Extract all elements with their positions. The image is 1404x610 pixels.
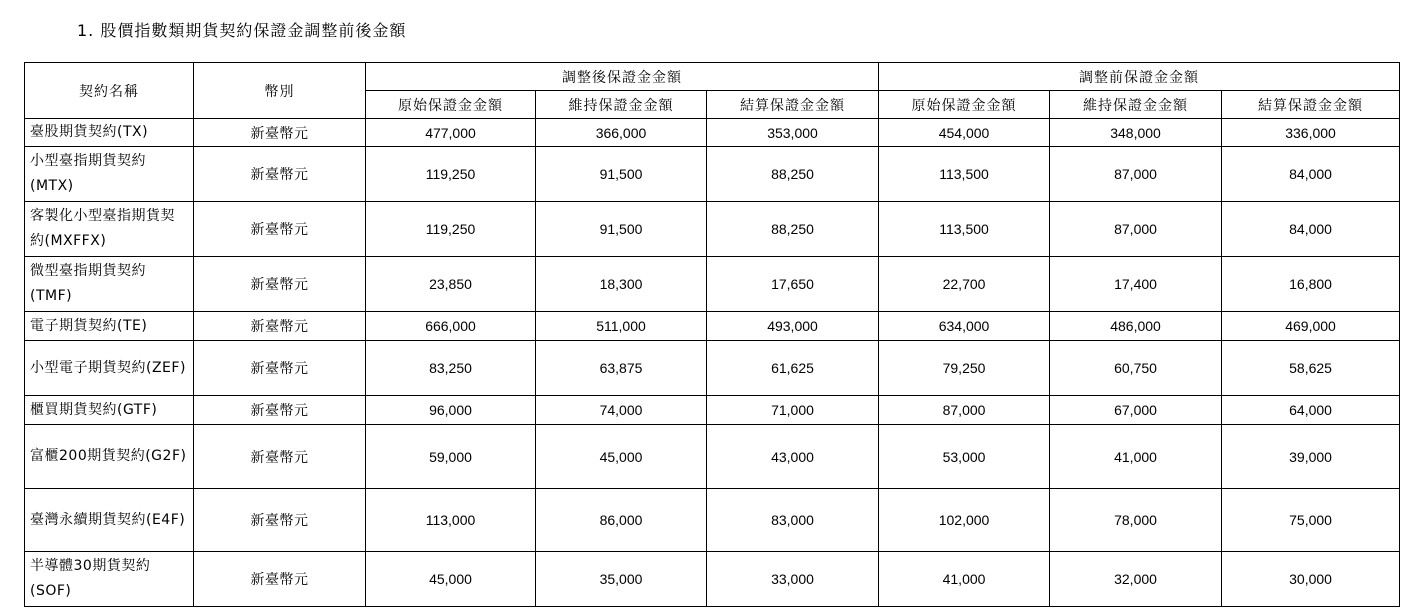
header-before-adjustment: 調整前保證金金額	[879, 63, 1400, 91]
header-before-initial: 原始保證金金額	[879, 91, 1050, 119]
before-clearing-cell: 64,000	[1222, 396, 1400, 425]
before-initial-cell: 87,000	[879, 396, 1050, 425]
before-maintenance-cell: 67,000	[1050, 396, 1222, 425]
after-initial-cell: 113,000	[366, 489, 536, 552]
before-maintenance-cell: 78,000	[1050, 489, 1222, 552]
before-maintenance-cell: 87,000	[1050, 202, 1222, 257]
before-clearing-cell: 84,000	[1222, 147, 1400, 202]
before-initial-cell: 22,700	[879, 257, 1050, 312]
currency-cell: 新臺幣元	[194, 257, 366, 312]
table-row	[25, 489, 1400, 552]
after-clearing-cell: 88,250	[707, 147, 879, 202]
before-initial-cell: 41,000	[879, 552, 1050, 607]
before-initial-cell: 113,500	[879, 202, 1050, 257]
before-maintenance-cell: 87,000	[1050, 147, 1222, 202]
before-maintenance-cell: 60,750	[1050, 341, 1222, 396]
table-row	[25, 202, 1400, 257]
before-clearing-cell: 75,000	[1222, 489, 1400, 552]
margin-table	[24, 62, 1400, 607]
after-maintenance-cell: 35,000	[536, 552, 707, 607]
contract-name-cell: 臺灣永續期貨契約(E4F)	[25, 489, 194, 552]
header-contract-name: 契約名稱	[25, 63, 194, 119]
after-maintenance-cell: 74,000	[536, 396, 707, 425]
before-initial-cell: 454,000	[879, 119, 1050, 147]
after-maintenance-cell: 86,000	[536, 489, 707, 552]
contract-name-cell: 客製化小型臺指期貨契約(MXFFX)	[25, 202, 194, 257]
currency-cell: 新臺幣元	[194, 147, 366, 202]
contract-name-cell: 電子期貨契約(TE)	[25, 312, 194, 341]
before-initial-cell: 79,250	[879, 341, 1050, 396]
after-clearing-cell: 33,000	[707, 552, 879, 607]
before-initial-cell: 634,000	[879, 312, 1050, 341]
after-maintenance-cell: 91,500	[536, 147, 707, 202]
before-maintenance-cell: 348,000	[1050, 119, 1222, 147]
currency-cell: 新臺幣元	[194, 341, 366, 396]
table-row	[25, 147, 1400, 202]
before-maintenance-cell: 32,000	[1050, 552, 1222, 607]
before-clearing-cell: 84,000	[1222, 202, 1400, 257]
after-clearing-cell: 353,000	[707, 119, 879, 147]
after-initial-cell: 23,850	[366, 257, 536, 312]
contract-name-cell: 半導體30期貨契約(SOF)	[25, 552, 194, 607]
after-clearing-cell: 88,250	[707, 202, 879, 257]
before-maintenance-cell: 486,000	[1050, 312, 1222, 341]
currency-cell: 新臺幣元	[194, 119, 366, 147]
header-after-adjustment: 調整後保證金金額	[366, 63, 879, 91]
after-clearing-cell: 43,000	[707, 425, 879, 489]
contract-name-cell: 小型電子期貨契約(ZEF)	[25, 341, 194, 396]
before-initial-cell: 53,000	[879, 425, 1050, 489]
header-currency: 幣別	[194, 63, 366, 119]
after-initial-cell: 83,250	[366, 341, 536, 396]
contract-name-cell: 微型臺指期貨契約(TMF)	[25, 257, 194, 312]
after-clearing-cell: 71,000	[707, 396, 879, 425]
before-clearing-cell: 58,625	[1222, 341, 1400, 396]
before-initial-cell: 102,000	[879, 489, 1050, 552]
before-clearing-cell: 39,000	[1222, 425, 1400, 489]
table-row	[25, 425, 1400, 489]
contract-name-cell: 小型臺指期貨契約(MTX)	[25, 147, 194, 202]
after-initial-cell: 59,000	[366, 425, 536, 489]
contract-name-cell: 富櫃200期貨契約(G2F)	[25, 425, 194, 489]
header-before-clearing: 結算保證金金額	[1222, 91, 1400, 119]
contract-name-cell: 櫃買期貨契約(GTF)	[25, 396, 194, 425]
after-initial-cell: 45,000	[366, 552, 536, 607]
after-clearing-cell: 83,000	[707, 489, 879, 552]
table-row	[25, 396, 1400, 425]
currency-cell: 新臺幣元	[194, 396, 366, 425]
after-maintenance-cell: 366,000	[536, 119, 707, 147]
before-clearing-cell: 336,000	[1222, 119, 1400, 147]
after-maintenance-cell: 45,000	[536, 425, 707, 489]
before-maintenance-cell: 17,400	[1050, 257, 1222, 312]
before-clearing-cell: 469,000	[1222, 312, 1400, 341]
table-row	[25, 341, 1400, 396]
table-row	[25, 312, 1400, 341]
before-clearing-cell: 16,800	[1222, 257, 1400, 312]
after-initial-cell: 477,000	[366, 119, 536, 147]
after-maintenance-cell: 511,000	[536, 312, 707, 341]
currency-cell: 新臺幣元	[194, 552, 366, 607]
table-row	[25, 257, 1400, 312]
after-initial-cell: 666,000	[366, 312, 536, 341]
after-initial-cell: 119,250	[366, 202, 536, 257]
after-clearing-cell: 17,650	[707, 257, 879, 312]
table-row	[25, 119, 1400, 147]
header-after-maintenance: 維持保證金金額	[536, 91, 707, 119]
before-maintenance-cell: 41,000	[1050, 425, 1222, 489]
after-initial-cell: 119,250	[366, 147, 536, 202]
after-maintenance-cell: 63,875	[536, 341, 707, 396]
header-before-maintenance: 維持保證金金額	[1050, 91, 1222, 119]
after-maintenance-cell: 91,500	[536, 202, 707, 257]
after-clearing-cell: 61,625	[707, 341, 879, 396]
before-initial-cell: 113,500	[879, 147, 1050, 202]
after-clearing-cell: 493,000	[707, 312, 879, 341]
after-initial-cell: 96,000	[366, 396, 536, 425]
page-title: 1. 股價指數類期貨契約保證金調整前後金額	[77, 21, 407, 40]
currency-cell: 新臺幣元	[194, 489, 366, 552]
before-clearing-cell: 30,000	[1222, 552, 1400, 607]
header-after-initial: 原始保證金金額	[366, 91, 536, 119]
currency-cell: 新臺幣元	[194, 202, 366, 257]
currency-cell: 新臺幣元	[194, 425, 366, 489]
currency-cell: 新臺幣元	[194, 312, 366, 341]
contract-name-cell: 臺股期貨契約(TX)	[25, 119, 194, 147]
table-row	[25, 552, 1400, 607]
header-after-clearing: 結算保證金金額	[707, 91, 879, 119]
after-maintenance-cell: 18,300	[536, 257, 707, 312]
